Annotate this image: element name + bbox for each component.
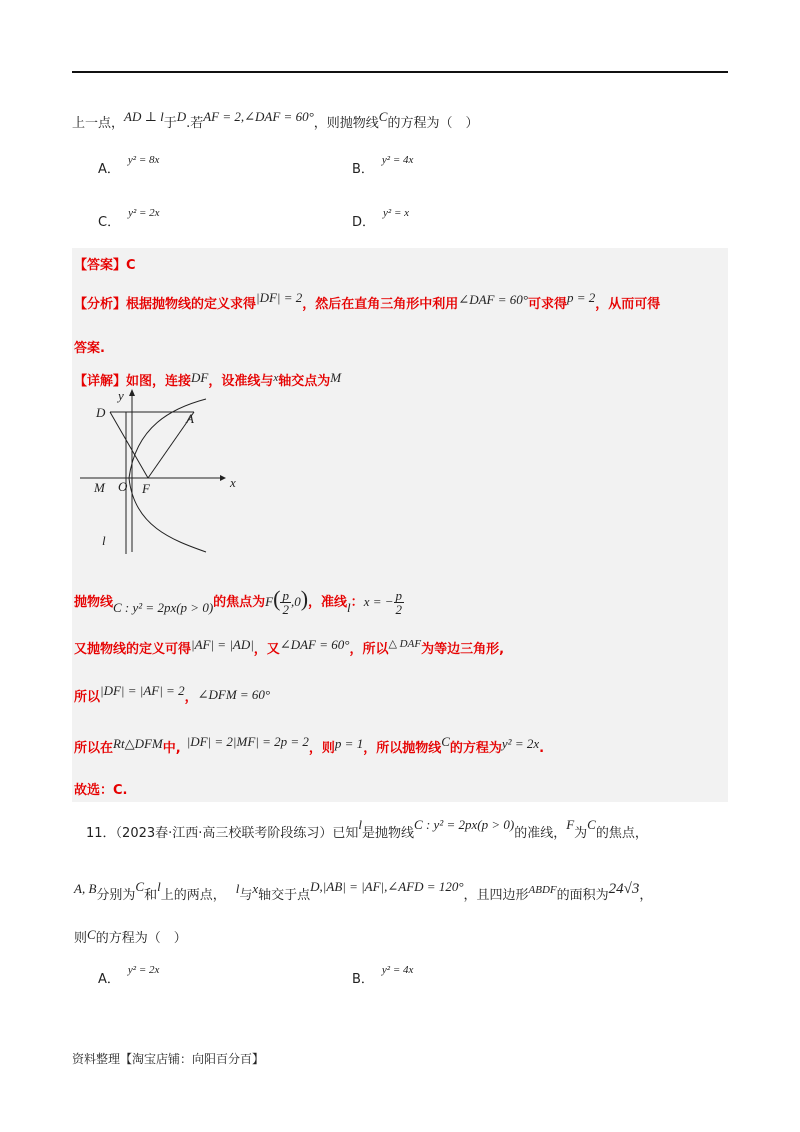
q11-line-3: 则C的方程为（ ） [74, 927, 187, 946]
label-f: F [142, 481, 150, 496]
label-a: A [186, 411, 194, 426]
parabola-figure [80, 386, 240, 558]
option-c: C．$^{y^2 = 2x}$ [98, 207, 160, 230]
analysis-line: 【分析】根据抛物线的定义求得|DF| = 2，然后在直角三角形中利用∠DAF = 60°可求得p = 2，从而可得 [74, 290, 661, 312]
x-axis-arrow [220, 475, 226, 481]
label-d: D [96, 405, 106, 420]
option-a: A．$^{y^2 = 8x}$ [98, 154, 160, 177]
prev-question-stem: 上一点，AD ⊥ l于D.若AF = 2,∠DAF = 60°，则抛物线C的方程为（ ） [72, 109, 479, 131]
label-m: M [94, 480, 105, 495]
step-3: 所以|DF| = |AF| = 2，∠DFM = 60° [74, 683, 271, 705]
step-2: 又抛物线的定义可得|AF| = |AD|，又∠DAF = 60°，所以$^{\triangle DAF}$为等边三角形, [74, 637, 505, 657]
label-o: O [118, 479, 128, 494]
final-choice: 故选：C. [74, 783, 128, 798]
label-x: x [230, 475, 236, 490]
header-rule [72, 71, 728, 73]
q11-line-1: 11．（2023春·江西·高三校联考阶段练习）已知l是抛物线C : y² = 2px(p > 0)的准线，F为C的焦点， [86, 817, 648, 841]
analysis-line-2: 答案. [74, 341, 105, 356]
label-y: y [118, 388, 124, 403]
q11-option-a: A．$^{y^2 = 2x}$ [98, 964, 160, 987]
answer-line: 【答案】C [74, 258, 136, 273]
q11-option-b: B．$^{y^2 = 4x}$ [352, 964, 414, 987]
option-d: D．$^{y^2 = x}$ [352, 207, 410, 230]
footer-source: 资料整理【淘宝店铺：向阳百分百】 [72, 1052, 265, 1066]
step-4: 所以在Rt△DFM中, |DF| = 2|MF| = 2p = 2，则p = 1，所以抛物线C的方程为y² = 2x. [74, 734, 545, 756]
option-b: B．$^{y^2 = 4x}$ [352, 154, 414, 177]
parabola-curve [129, 399, 206, 552]
detail-line: 【详解】如图，连接DF，设准线与$^x$轴交点为M [74, 370, 342, 389]
y-axis-arrow [129, 389, 135, 396]
segment-df [110, 412, 148, 478]
step-1: 抛物线C : y² = 2px(p > 0)的焦点为F( $\frac{p}{2}$ ,0)，准线l：x = − $\frac{p}{2}$ [74, 586, 403, 617]
label-l: l [102, 533, 106, 548]
q11-line-2: A, B分别为C和l上的两点， l与x轴交于点D,|AB| = |AF|,∠AFD = 120°，且四边形$^{ABDF}$的面积为24√3， [74, 879, 653, 903]
